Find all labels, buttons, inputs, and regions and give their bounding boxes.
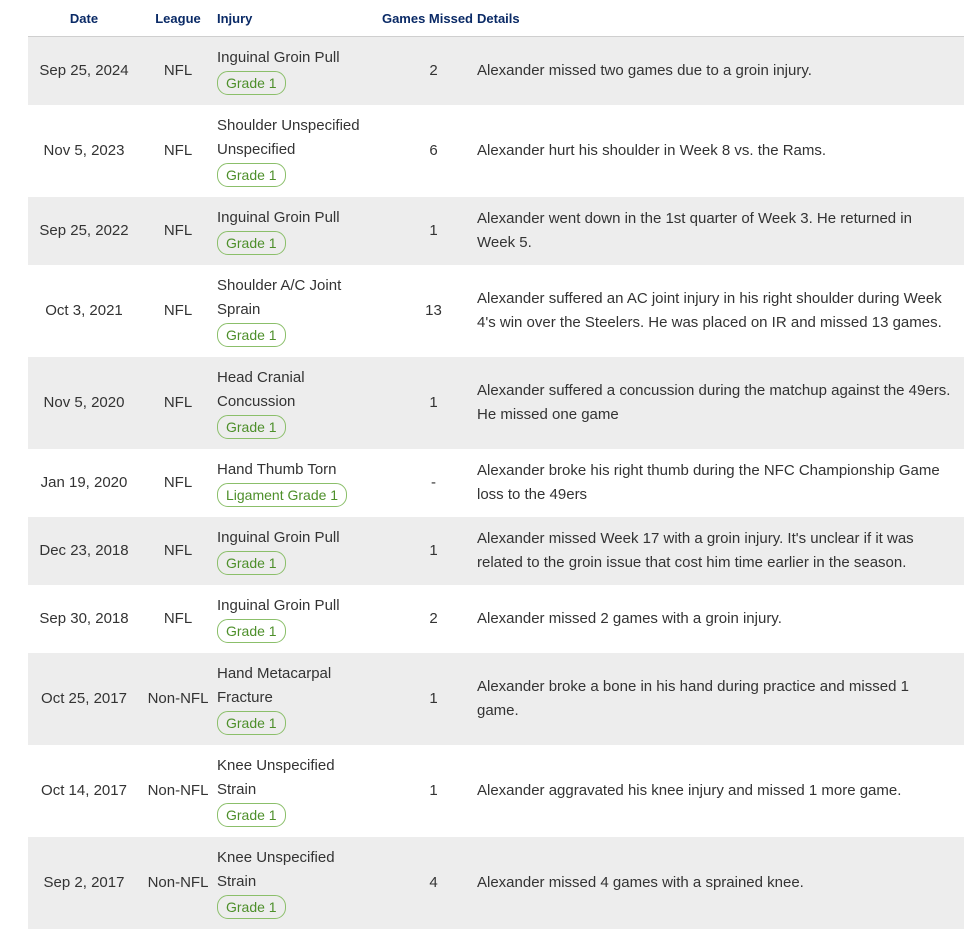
cell-date: Oct 25, 2017 — [28, 653, 140, 745]
cell-details: Alexander suffered a concussion during the matchup against the 49ers. He missed one game — [474, 357, 964, 449]
cell-games-missed: - — [371, 449, 474, 517]
cell-games-missed: 1 — [371, 745, 474, 837]
injury-grade-badge: Grade 1 — [217, 231, 286, 255]
cell-league: Non-NFL — [140, 745, 216, 837]
injury-grade-badge: Grade 1 — [217, 895, 286, 919]
cell-injury — [216, 745, 371, 837]
injury-name: Shoulder A/C Joint Sprain — [217, 274, 371, 322]
cell-date: Sep 2, 2017 — [28, 837, 140, 929]
cell-league: NFL — [140, 105, 216, 197]
cell-games-missed: 2 — [371, 585, 474, 653]
header-details: Details — [474, 0, 964, 37]
injury-grade-badge: Grade 1 — [217, 323, 286, 347]
table-row — [28, 105, 964, 197]
table-row — [28, 653, 964, 745]
cell-date: Oct 3, 2021 — [28, 265, 140, 357]
injury-name: Inguinal Groin Pull — [217, 594, 371, 618]
header-injury[interactable]: Injury — [216, 0, 371, 37]
cell-league: NFL — [140, 517, 216, 585]
header-league[interactable]: League — [140, 0, 216, 37]
cell-league: NFL — [140, 449, 216, 517]
cell-details: Alexander missed 4 games with a sprained knee. — [474, 837, 964, 929]
injury-grade-badge: Grade 1 — [217, 803, 286, 827]
injury-name: Knee Unspecified Strain — [217, 754, 371, 802]
cell-injury — [216, 37, 371, 106]
injury-grade-badge: Grade 1 — [217, 415, 286, 439]
cell-games-missed: 1 — [371, 653, 474, 745]
cell-league: NFL — [140, 37, 216, 106]
cell-details: Alexander aggravated his knee injury and missed 1 more game. — [474, 745, 964, 837]
injury-name: Hand Metacarpal Fracture — [217, 662, 371, 710]
injury-grade-badge: Grade 1 — [217, 71, 286, 95]
cell-details: Alexander broke his right thumb during the NFC Championship Game loss to the 49ers — [474, 449, 964, 517]
cell-date: Dec 23, 2018 — [28, 517, 140, 585]
table-row — [28, 265, 964, 357]
table-body — [28, 37, 964, 929]
cell-details: Alexander went down in the 1st quarter of Week 3. He returned in Week 5. — [474, 197, 964, 265]
cell-league: NFL — [140, 357, 216, 449]
table-row — [28, 745, 964, 837]
cell-date: Nov 5, 2023 — [28, 105, 140, 197]
header-date[interactable]: Date — [28, 0, 140, 37]
injury-grade-badge: Grade 1 — [217, 163, 286, 187]
cell-league: NFL — [140, 197, 216, 265]
injury-name: Inguinal Groin Pull — [217, 206, 371, 230]
table-row — [28, 37, 964, 106]
cell-league: NFL — [140, 265, 216, 357]
cell-date: Jan 19, 2020 — [28, 449, 140, 517]
injury-name: Knee Unspecified Strain — [217, 846, 371, 894]
cell-details: Alexander suffered an AC joint injury in his right shoulder during Week 4's win over the Steelers. He was placed on IR and missed 13 games. — [474, 265, 964, 357]
cell-league: Non-NFL — [140, 653, 216, 745]
header-row — [28, 0, 964, 37]
cell-games-missed: 4 — [371, 837, 474, 929]
cell-games-missed: 1 — [371, 517, 474, 585]
injury-name: Shoulder Unspecified Unspecified — [217, 114, 371, 162]
table-row — [28, 357, 964, 449]
cell-injury — [216, 357, 371, 449]
injury-name: Inguinal Groin Pull — [217, 526, 371, 550]
cell-games-missed: 6 — [371, 105, 474, 197]
table-header — [28, 0, 964, 37]
cell-games-missed: 2 — [371, 37, 474, 106]
table-row — [28, 585, 964, 653]
cell-injury — [216, 837, 371, 929]
injury-name: Head Cranial Concussion — [217, 366, 371, 414]
table-row — [28, 837, 964, 929]
cell-injury — [216, 105, 371, 197]
cell-league: Non-NFL — [140, 837, 216, 929]
cell-injury — [216, 449, 371, 517]
cell-details: Alexander broke a bone in his hand during practice and missed 1 game. — [474, 653, 964, 745]
injury-name: Inguinal Groin Pull — [217, 46, 371, 70]
cell-date: Nov 5, 2020 — [28, 357, 140, 449]
cell-league: NFL — [140, 585, 216, 653]
cell-date: Oct 14, 2017 — [28, 745, 140, 837]
injury-history-table-container — [28, 0, 964, 929]
cell-games-missed: 13 — [371, 265, 474, 357]
cell-games-missed: 1 — [371, 357, 474, 449]
header-games-missed[interactable]: Games Missed — [371, 0, 474, 37]
cell-date: Sep 25, 2022 — [28, 197, 140, 265]
injury-grade-badge: Ligament Grade 1 — [217, 483, 347, 507]
cell-injury — [216, 585, 371, 653]
cell-injury — [216, 653, 371, 745]
injury-name: Hand Thumb Torn — [217, 458, 371, 482]
injury-grade-badge: Grade 1 — [217, 551, 286, 575]
injury-history-table — [28, 0, 964, 929]
cell-date: Sep 25, 2024 — [28, 37, 140, 106]
cell-details: Alexander hurt his shoulder in Week 8 vs. the Rams. — [474, 105, 964, 197]
cell-injury — [216, 197, 371, 265]
cell-details: Alexander missed 2 games with a groin injury. — [474, 585, 964, 653]
table-row — [28, 197, 964, 265]
cell-date: Sep 30, 2018 — [28, 585, 140, 653]
injury-grade-badge: Grade 1 — [217, 711, 286, 735]
cell-details: Alexander missed two games due to a groin injury. — [474, 37, 964, 106]
cell-games-missed: 1 — [371, 197, 474, 265]
table-row — [28, 449, 964, 517]
cell-injury — [216, 265, 371, 357]
cell-details: Alexander missed Week 17 with a groin injury. It's unclear if it was related to the groin issue that cost him time earlier in the season. — [474, 517, 964, 585]
table-row — [28, 517, 964, 585]
cell-injury — [216, 517, 371, 585]
injury-grade-badge: Grade 1 — [217, 619, 286, 643]
